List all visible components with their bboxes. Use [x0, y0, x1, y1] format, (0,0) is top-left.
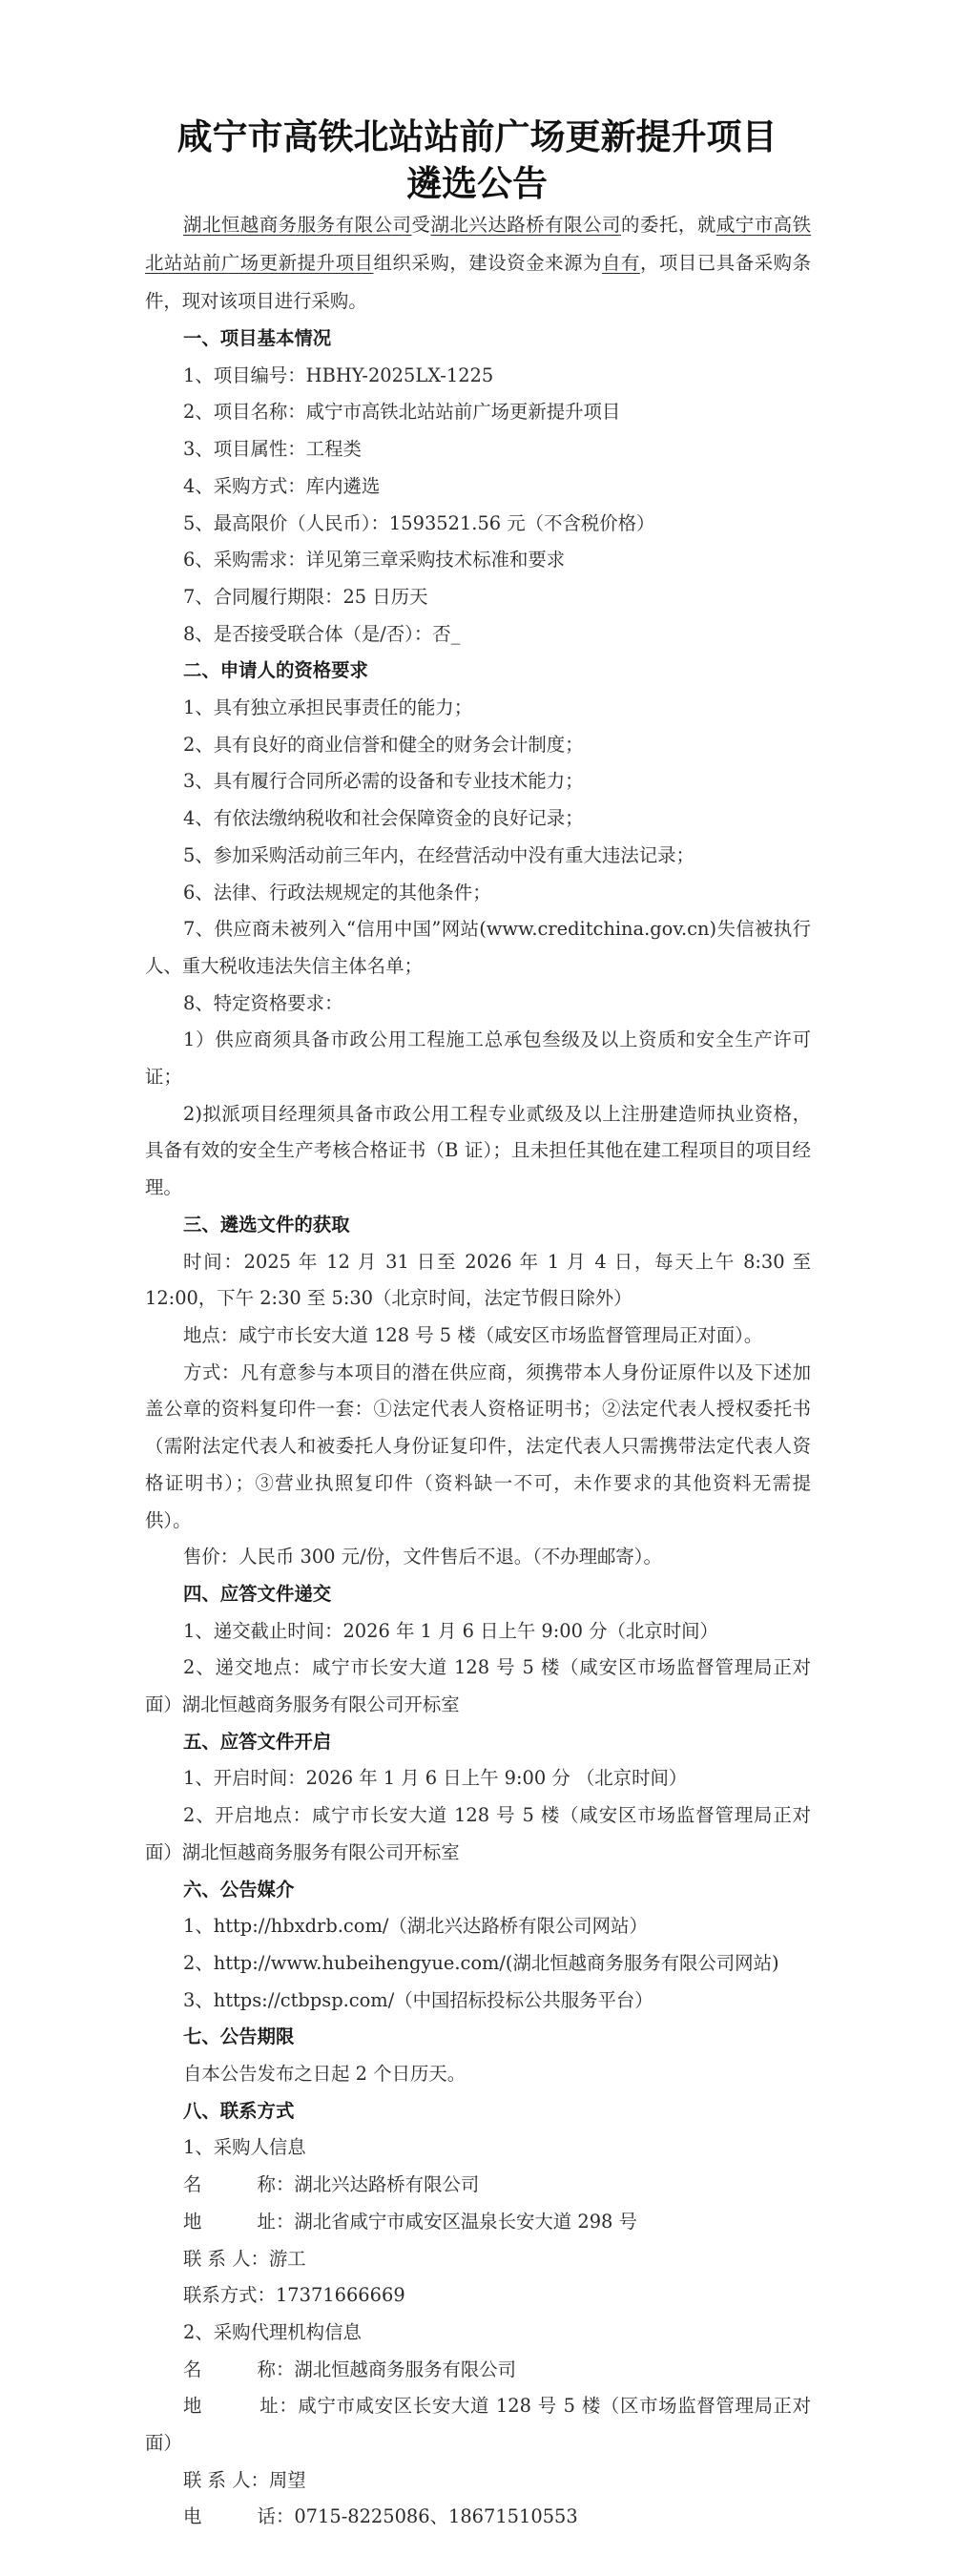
agency-name-row: [145, 2352, 811, 2389]
announcement-body: [145, 206, 811, 2536]
submission-deadline: 1、递交截止时间：2026 年 1 月 6 日上午 9:00 分（北京时间）: [183, 1619, 718, 1642]
agent-name: 湖北恒越商务服务有限公司: [183, 214, 412, 236]
list-item: 4、有依法缴纳税收和社会保障资金的良好记录；: [183, 807, 584, 830]
submission-place: 2、递交地点：咸宁市长安大道 128 号 5 楼（咸安区市场监督管理局正对面）湖北恒越商务服务有限公司开标室: [145, 1656, 811, 1716]
title-line-2: 遴选公告: [406, 161, 548, 204]
section-heading-contacts: 八、联系方式: [183, 2099, 295, 2122]
list-item-credit-china: 7、供应商未被列入“信用中国”网站(www.creditchina.gov.cn)失信被执行人、重大税收违法失信主体名单；: [145, 918, 811, 977]
label: 地 址：: [183, 2395, 299, 2418]
list-item: 5、参加采购活动前三年内，在经营活动中没有重大违法记录；: [183, 843, 695, 866]
section-heading-qualifications: 二、申请人的资格要求: [183, 659, 368, 682]
purchaser-address-row: [145, 2204, 811, 2241]
document-price: 售价：人民币 300 元/份，文件售后不退。（不办理邮寄）。: [183, 1546, 662, 1568]
list-item: 6、采购需求：详见第三章采购技术标准和要求: [183, 549, 566, 571]
label: 联系方式：: [183, 2284, 276, 2307]
obtain-method: 方式：凡有意参与本项目的潜在供应商，须携带本人身份证原件以及下述加盖公章的资料复印件一套：①法定代表人资格证明书；②法定代表人授权委托书（需附法定代表人和被委托人身份证复印件，法定代表人只需携带法定代表人资格证明书）；③营业执照复印件（资料缺一不可，未作要求的其他资料无需提供）。: [145, 1361, 811, 1531]
opening-place: 2、开启地点：咸宁市长安大道 128 号 5 楼（咸安区市场监督管理局正对面）湖北恒越商务服务有限公司开标室: [145, 1804, 811, 1863]
list-item: 2、具有良好的商业信誉和健全的财务会计制度；: [183, 733, 584, 756]
agency-info-heading: 2、采购代理机构信息: [183, 2320, 362, 2343]
value: 游工: [268, 2247, 306, 2270]
page-title: [0, 114, 954, 207]
purchaser-name: 湖北兴达路桥有限公司: [430, 214, 622, 236]
list-item: 4、采购方式：库内遴选: [183, 474, 381, 497]
value: 咸宁市咸安区长安大道 128 号 5 楼（区市场监督管理局正对面）: [145, 2395, 811, 2455]
obtain-time: 时间：2025 年 12 月 31 日至 2026 年 1 月 4 日，每天上午 8:30 至 12:00，下午 2:30 至 5:30（北京时间，法定节假日除外）: [145, 1250, 811, 1310]
fund-source: 自有: [602, 252, 640, 274]
section-heading-obtain-documents: 三、遴选文件的获取: [183, 1213, 350, 1236]
media-link-2: 2、http://www.hubeihengyue.com/(湖北恒越商务服务有限公司网站): [183, 1951, 779, 1974]
section-heading-submission: 四、应答文件递交: [183, 1582, 332, 1605]
section-heading-basic-info: 一、项目基本情况: [183, 327, 332, 349]
purchaser-phone-row: [145, 2277, 811, 2315]
list-item: 2、项目名称：咸宁市高铁北站站前广场更新提升项目: [183, 401, 621, 424]
label: 名 称：: [183, 2358, 295, 2380]
purchaser-name-row: [145, 2167, 811, 2204]
list-item: 1、项目编号：HBHY-2025LX-1225: [183, 364, 494, 386]
value: 湖北恒越商务服务有限公司: [294, 2358, 517, 2380]
title-line-1: 咸宁市高铁北站站前广场更新提升项目: [176, 114, 778, 157]
media-link-1: 1、http://hbxdrb.com/（湖北兴达路桥有限公司网站）: [183, 1915, 648, 1938]
section-heading-media: 六、公告媒介: [183, 1878, 295, 1901]
list-item: 1）供应商须具备市政公用工程施工总承包叁级及以上资质和安全生产许可证；: [145, 1028, 811, 1089]
label: 联 系 人：: [183, 2247, 269, 2270]
list-item: 5、最高限价（人民币）：1593521.56 元（不含税价格）: [183, 511, 655, 534]
label: 名 称：: [183, 2173, 295, 2196]
section-heading-period: 七、公告期限: [183, 2025, 295, 2048]
project-name: 咸宁市高铁北站站前广场更新提升项目: [145, 214, 812, 274]
list-item: 8、是否接受联合体（是/否）：否_: [183, 622, 461, 645]
value: 周望: [268, 2468, 306, 2491]
purchaser-info-heading: 1、采购人信息: [183, 2136, 306, 2159]
purchaser-contact-row: [145, 2241, 811, 2278]
section-heading-opening: 五、应答文件开启: [183, 1730, 332, 1753]
value: 17371666669: [275, 2284, 405, 2307]
list-item: 7、合同履行期限：25 日历天: [183, 585, 428, 608]
list-item: 3、具有履行合同所必需的设备和专业技术能力；: [183, 770, 584, 793]
obtain-place: 地点：咸宁市长安大道 128 号 5 楼（咸安区市场监督管理局正对面）。: [183, 1323, 763, 1346]
agency-contact-row: [145, 2462, 811, 2500]
value: 0715-8225086、18671510553: [294, 2505, 578, 2528]
announcement-period: 自本公告发布之日起 2 个日历天。: [183, 2063, 467, 2086]
agency-address-row: [145, 2388, 811, 2462]
opening-time: 1、开启时间：2026 年 1 月 6 日上午 9:00 分 （北京时间）: [183, 1767, 688, 1790]
list-item: 1、具有独立承担民事责任的能力；: [183, 696, 473, 719]
label: 地 址：: [183, 2210, 295, 2233]
list-item: 6、法律、行政法规规定的其他条件；: [183, 881, 491, 904]
agency-phone-row: [145, 2499, 811, 2536]
label: 电 话：: [183, 2505, 295, 2528]
intro-paragraph: 湖北恒越商务服务有限公司受湖北兴达路桥有限公司的委托，就咸宁市高铁北站站前广场更新提升项目组织采购，建设资金来源为自有，项目已具备采购条件，现对该项目进行采购。: [145, 214, 812, 312]
value: 湖北省咸宁市咸安区温泉长安大道 298 号: [294, 2210, 637, 2233]
list-item: 3、项目属性：工程类: [183, 438, 362, 461]
media-link-3: 3、https://ctbpsp.com/（中国招标投标公共服务平台）: [183, 1988, 653, 2011]
value: 湖北兴达路桥有限公司: [294, 2173, 480, 2196]
label: 联 系 人：: [183, 2468, 269, 2491]
list-item: 2)拟派项目经理须具备市政公用工程专业贰级及以上注册建造师执业资格，具备有效的安全生产考核合格证书（B 证）；且未担任其他在建工程项目的项目经理。: [145, 1102, 811, 1199]
list-item: 8、特定资格要求：: [183, 991, 343, 1014]
